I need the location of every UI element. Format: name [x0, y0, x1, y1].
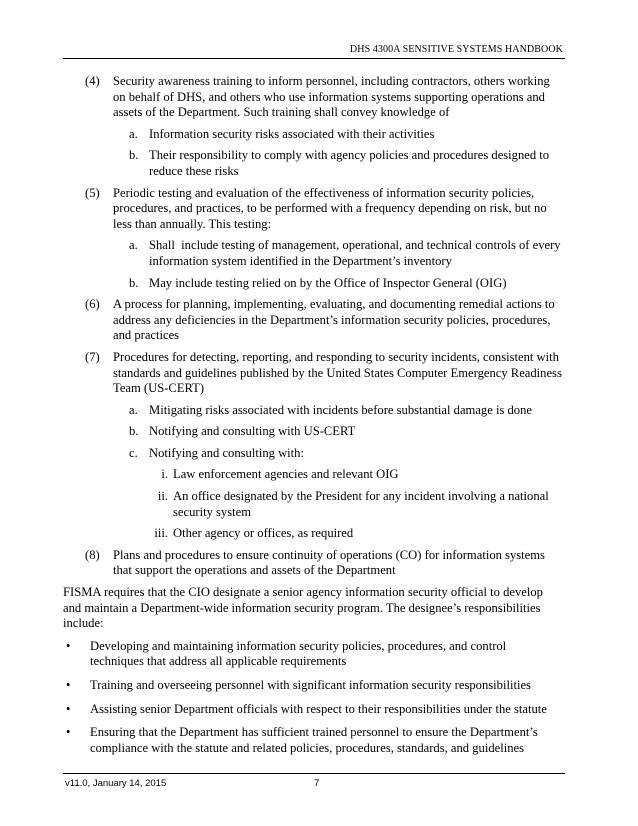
roman-text: An office designated by the President for any incident involving a national security system [173, 489, 549, 519]
sub-letter: b. [129, 275, 139, 290]
sub-text: Notifying and consulting with US-CERT [149, 424, 356, 439]
item-number: (5) [85, 185, 100, 200]
sub-item-5a [63, 238, 563, 269]
roman-text: Other agency or offices, as required [173, 526, 354, 541]
bullet-item [63, 639, 563, 670]
sub-item-7a [63, 403, 563, 419]
roman-item-i [63, 467, 563, 483]
sub-text: Notifying and consulting with: [149, 445, 304, 460]
sub-letter: a. [129, 238, 138, 253]
bullet-text: Developing and maintaining information security policies, procedures, and control techniques that address all applicable requirements [90, 638, 507, 669]
sub-item-4a [63, 127, 563, 143]
item-text: Plans and procedures to ensure continuity of operations (CO) for information systems that support the operations and assets of the Department [113, 547, 545, 578]
bullet-icon: • [66, 678, 71, 692]
item-text: A process for planning, implementing, evaluating, and documenting remedial actions to address any deficiencies in the Department’s information security policies, procedures, and practices [113, 297, 555, 343]
sub-letter: b. [129, 424, 139, 439]
list-item-6 [63, 297, 563, 344]
list-item-7 [63, 350, 563, 397]
bullet-text: Training and overseeing personnel with significant information security responsibilities [90, 678, 531, 692]
bullet-icon: • [66, 701, 71, 716]
sub-item-7b [63, 424, 563, 440]
roman-numeral: iii. [154, 526, 168, 541]
footer-rule [63, 773, 565, 774]
bullet-text: Ensuring that the Department has sufficient trained personnel to ensure the Department’s compliance with the statute and related policies, procedures, standards, and guidelines [90, 725, 538, 755]
item-number: (4) [85, 74, 100, 88]
roman-item-iii [63, 526, 563, 542]
sub-text: Information security risks associated with their activities [149, 126, 435, 141]
item-number: (6) [85, 297, 100, 312]
bullet-item [63, 702, 563, 718]
bullet-item [63, 725, 563, 756]
sub-letter: c. [129, 445, 138, 460]
footer-version: v11.0, January 14, 2015 [65, 778, 167, 789]
fisma-paragraph: FISMA requires that the CIO designate a senior agency information security official to develop and maintain a Department-wide information security program. The designee’s responsibilities include: [63, 585, 543, 631]
roman-numeral: ii. [157, 489, 168, 504]
running-header: DHS 4300A SENSITIVE SYSTEMS HANDBOOK [349, 44, 563, 55]
item-text: Procedures for detecting, reporting, and responding to security incidents, consistent with standards and guidelines published by the United States Computer Emergency Readiness Team (US-CERT) [113, 349, 562, 396]
sub-text: May include testing relied on by the Office of Inspector General (OIG) [149, 275, 507, 290]
item-number: (7) [85, 349, 100, 364]
page-number: 7 [314, 778, 320, 789]
item-text: Security awareness training to inform personnel, including contractors, others working on behalf of DHS, and others who use information systems supporting operations and assets of the Department. Such training shall convey knowledge of [113, 74, 550, 120]
list-item-5 [63, 186, 563, 233]
sub-item-5b [63, 276, 563, 292]
header-rule [63, 58, 565, 59]
sub-item-7c [63, 446, 563, 462]
item-text: Periodic testing and evaluation of the effectiveness of information security policies, procedures, and practices, to be performed with a frequency depending on risk, but no less than annually. This testing: [113, 185, 547, 231]
sub-text: Shall include testing of management, operational, and technical controls of every information system identified in the Department’s inventory [149, 238, 564, 268]
sub-letter: a. [129, 402, 138, 417]
bullet-icon: • [66, 725, 71, 740]
item-number: (8) [85, 547, 100, 562]
sub-letter: b. [129, 148, 139, 163]
bullet-icon: • [66, 638, 71, 653]
list-item-8 [63, 548, 563, 579]
sub-text: Mitigating risks associated with incidents before substantial damage is done [149, 402, 532, 417]
bullet-item [63, 678, 563, 694]
list-item-4 [63, 74, 563, 121]
sub-letter: a. [129, 126, 138, 141]
bullet-text: Assisting senior Department officials with respect to their responsibilities under the statute [90, 701, 547, 716]
sub-item-4b [63, 148, 563, 179]
roman-numeral: i. [161, 467, 168, 482]
roman-text: Law enforcement agencies and relevant OIG [173, 467, 399, 482]
sub-text: Their responsibility to comply with agency policies and procedures designed to reduce these risks [149, 148, 550, 178]
roman-item-ii [63, 489, 563, 520]
page-body [63, 74, 563, 764]
